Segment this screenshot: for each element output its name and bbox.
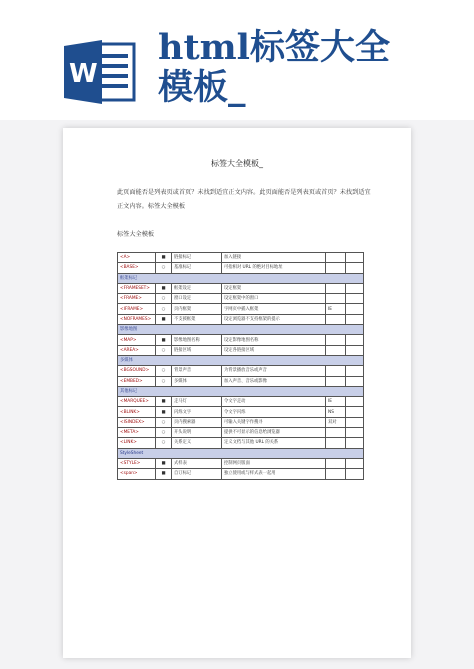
name-cell: 影像地图名称: [172, 335, 222, 345]
tag-cell: <FRAME>: [118, 294, 156, 304]
desc-cell: 设定浏览器不支持框架的提示: [222, 314, 326, 324]
tag-cell: <FRAMESET>: [118, 283, 156, 293]
table-row: [118, 417, 364, 427]
empty-cell: [346, 294, 364, 304]
tag-cell: <BLINK>: [118, 407, 156, 417]
section-label: 其他标记: [118, 386, 364, 396]
empty-cell: [346, 335, 364, 345]
tag-cell: <META>: [118, 428, 156, 438]
empty-cell: [346, 376, 364, 386]
mark-cell: ■: [156, 397, 172, 407]
empty-cell: [346, 428, 364, 438]
table-row: [118, 458, 364, 468]
mark-cell: ■: [156, 469, 172, 479]
name-cell: 多媒体: [172, 376, 222, 386]
table-row: [118, 397, 364, 407]
desc-cell: 提供不可显示的信息给浏览器: [222, 428, 326, 438]
name-cell: 框架设定: [172, 283, 222, 293]
empty-cell: [346, 263, 364, 273]
name-cell: 自订标记: [172, 469, 222, 479]
name-cell: 关系定义: [172, 438, 222, 448]
table-row: [118, 428, 364, 438]
table-row: [118, 283, 364, 293]
mark-cell: ○: [156, 438, 172, 448]
note-cell: [326, 283, 346, 293]
section-label: StyleSheet: [118, 448, 364, 458]
empty-cell: [346, 283, 364, 293]
banner-title: [158, 28, 390, 108]
desc-cell: 设定框架中的窗口: [222, 294, 326, 304]
note-cell: [326, 469, 346, 479]
table-row: [118, 376, 364, 386]
section-label: 多媒体: [118, 355, 364, 365]
mark-cell: ○: [156, 428, 172, 438]
section-label: 框架标记: [118, 273, 364, 283]
table-row: [118, 263, 364, 273]
name-cell: 窗口设定: [172, 294, 222, 304]
note-cell: [326, 294, 346, 304]
tag-cell: <BASE>: [118, 263, 156, 273]
name-cell: 背景声音: [172, 366, 222, 376]
mark-cell: ■: [156, 314, 172, 324]
document-paragraph: 此页面能否是列表页或首页？未找到适宜正文内容。此页面能否是列表页或首页？未找到适宜正文内容。标签大全模板: [117, 189, 371, 210]
document-subtitle: 标签大全模板: [117, 231, 155, 238]
table-section-row: [118, 325, 364, 335]
table-row: [118, 335, 364, 345]
name-cell: 链接区域: [172, 345, 222, 355]
note-cell: NS: [326, 407, 346, 417]
tag-table: [117, 252, 364, 480]
name-cell: 闪烁文字: [172, 407, 222, 417]
empty-cell: [346, 469, 364, 479]
note-cell: [326, 438, 346, 448]
tag-cell: <EMBED>: [118, 376, 156, 386]
mark-cell: ■: [156, 407, 172, 417]
table-row: [118, 314, 364, 324]
mark-cell: ○: [156, 417, 172, 427]
table-row: [118, 407, 364, 417]
tag-cell: <IFRAME>: [118, 304, 156, 314]
desc-cell: 设定影像地图名称: [222, 335, 326, 345]
table-row: [118, 438, 364, 448]
tag-cell: <MARQUEE>: [118, 397, 156, 407]
note-cell: [326, 335, 346, 345]
desc-cell: 令文字走动: [222, 397, 326, 407]
name-cell: 基准标记: [172, 263, 222, 273]
tag-cell: <STYLE>: [118, 458, 156, 468]
empty-cell: [346, 458, 364, 468]
note-cell: IE: [326, 397, 346, 407]
table-section-row: [118, 273, 364, 283]
empty-cell: [346, 366, 364, 376]
empty-cell: [346, 407, 364, 417]
mark-cell: ■: [156, 458, 172, 468]
table-row: [118, 469, 364, 479]
empty-cell: [346, 417, 364, 427]
note-cell: [326, 314, 346, 324]
table-row: [118, 304, 364, 314]
name-cell: 开头说明: [172, 428, 222, 438]
tag-cell: <NOFRAMES>: [118, 314, 156, 324]
empty-cell: [346, 304, 364, 314]
document-title: 标签大全模板_: [211, 159, 263, 168]
desc-cell: 可输入关键字作搜寻: [222, 417, 326, 427]
desc-cell: 字网页中插入框架: [222, 304, 326, 314]
document-page: [63, 128, 411, 658]
desc-cell: 为背景播放音乐或声音: [222, 366, 326, 376]
note-cell: [326, 253, 346, 263]
table-section-row: [118, 386, 364, 396]
name-cell: 链接标记: [172, 253, 222, 263]
desc-cell: 定义文档与其他 URL 的关系: [222, 438, 326, 448]
mark-cell: ○: [156, 366, 172, 376]
empty-cell: [346, 345, 364, 355]
empty-cell: [346, 253, 364, 263]
note-cell: [326, 263, 346, 273]
note-cell: [326, 428, 346, 438]
empty-cell: [346, 314, 364, 324]
table-row: [118, 294, 364, 304]
name-cell: 走马灯: [172, 397, 222, 407]
mark-cell: ■: [156, 283, 172, 293]
tag-cell: <BGSOUND>: [118, 366, 156, 376]
table-row: [118, 253, 364, 263]
mark-cell: ○: [156, 304, 172, 314]
mark-cell: ■: [156, 253, 172, 263]
name-cell: 不支援框架: [172, 314, 222, 324]
note-cell: IE: [326, 304, 346, 314]
mark-cell: ○: [156, 345, 172, 355]
note-cell: [326, 376, 346, 386]
section-label: 影像地图: [118, 325, 364, 335]
empty-cell: [346, 397, 364, 407]
desc-cell: 控制网页版面: [222, 458, 326, 468]
desc-cell: 加入声音、音乐或影像: [222, 376, 326, 386]
tag-cell: <LINK>: [118, 438, 156, 448]
table-row: [118, 345, 364, 355]
mark-cell: ■: [156, 335, 172, 345]
desc-cell: 令文字闪烁: [222, 407, 326, 417]
desc-cell: 可指相对 URL 的绝对目标地址: [222, 263, 326, 273]
note-cell: [326, 458, 346, 468]
tag-cell: <span>: [118, 469, 156, 479]
banner-title-line1: html标签大全: [158, 27, 390, 68]
name-cell: 页内搜索器: [172, 417, 222, 427]
note-cell: [326, 345, 346, 355]
table-section-row: [118, 355, 364, 365]
svg-text:W: W: [69, 59, 98, 89]
desc-cell: 设定框架: [222, 283, 326, 293]
desc-cell: 加入链接: [222, 253, 326, 263]
empty-cell: [346, 438, 364, 448]
name-cell: 式样表: [172, 458, 222, 468]
name-cell: 页内框架: [172, 304, 222, 314]
desc-cell: 设定各链接区域: [222, 345, 326, 355]
table-row: [118, 366, 364, 376]
table-section-row: [118, 448, 364, 458]
note-cell: [326, 366, 346, 376]
mark-cell: ○: [156, 263, 172, 273]
tag-cell: <ISINDEX>: [118, 417, 156, 427]
tag-cell: <MAP>: [118, 335, 156, 345]
desc-cell: 独立使用或与样式表一起用: [222, 469, 326, 479]
mark-cell: ○: [156, 376, 172, 386]
banner-title-line2: 模板_: [158, 67, 246, 108]
word-doc-icon: [62, 38, 138, 106]
mark-cell: ○: [156, 294, 172, 304]
tag-cell: <A>: [118, 253, 156, 263]
tag-cell: <AREA>: [118, 345, 156, 355]
note-cell: 双对: [326, 417, 346, 427]
